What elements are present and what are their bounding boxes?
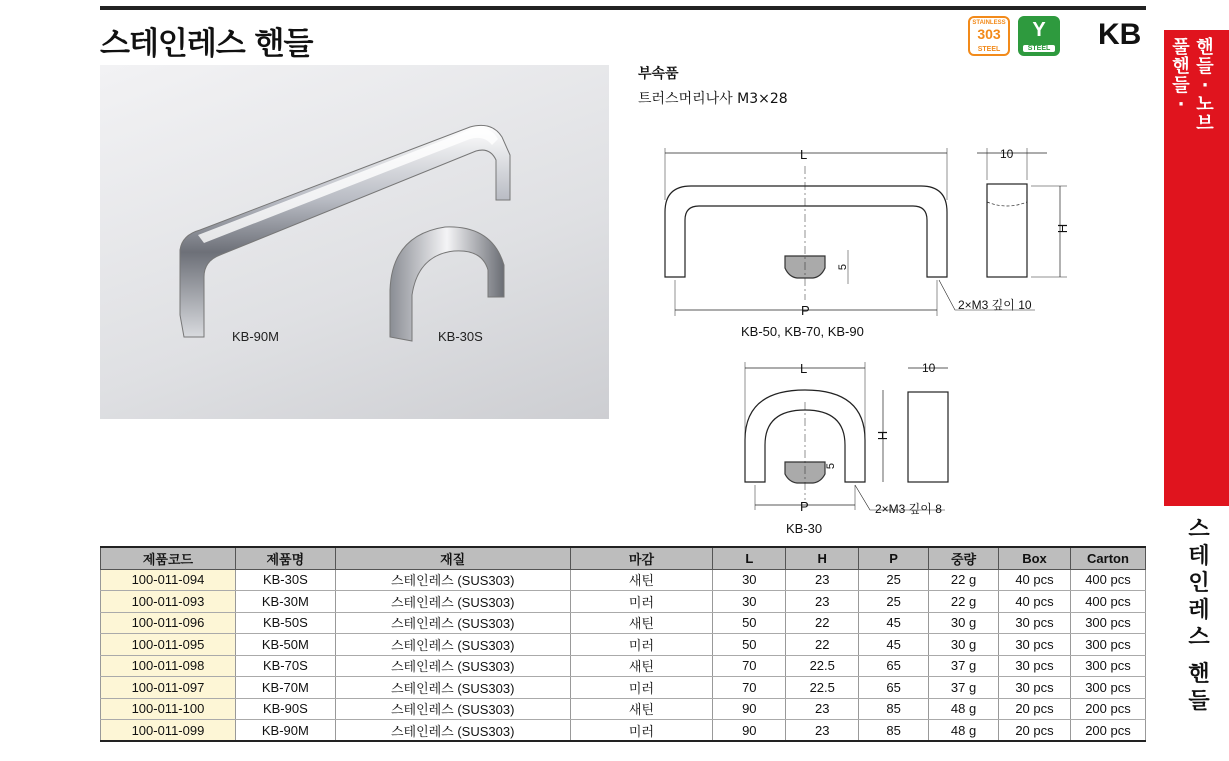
table-cell: 20 pcs [999, 720, 1071, 742]
spec-table [100, 546, 1146, 742]
table-cell: 스테인레스 (SUS303) [335, 591, 570, 613]
table-cell: 30 pcs [999, 655, 1071, 677]
steel-badge-letter: Y [1032, 19, 1046, 41]
dim-label-l-2: L [800, 361, 808, 376]
product-code-cell: 100-011-099 [101, 720, 236, 742]
product-photo [100, 65, 609, 419]
table-cell: 45 [859, 634, 929, 656]
table-cell: 200 pcs [1070, 698, 1145, 720]
sidebar-char: · [1201, 75, 1209, 96]
table-cell: 90 [713, 720, 786, 742]
column-header: 마감 [570, 547, 713, 569]
header-rule [100, 6, 1146, 10]
dim-label-10-1: 10 [1000, 147, 1014, 161]
table-row [101, 569, 1146, 591]
column-header: Box [999, 547, 1071, 569]
sidebar-char: 스 [1188, 625, 1210, 650]
table-cell: 새틴 [570, 569, 713, 591]
column-header: 중량 [929, 547, 999, 569]
sidebar-char: 인 [1188, 571, 1210, 596]
sidebar-section-title [1186, 516, 1212, 715]
table-cell: 22 [786, 634, 859, 656]
table-cell: 23 [786, 591, 859, 613]
table-cell: KB-30M [235, 591, 335, 613]
table-row [101, 677, 1146, 699]
table-cell: 미러 [570, 591, 713, 613]
sidebar-char: 핸 [1172, 56, 1190, 77]
table-cell: 70 [713, 677, 786, 699]
product-code-cell: 100-011-093 [101, 591, 236, 613]
sidebar-char: 들 [1188, 689, 1210, 714]
sidebar-char: 풀 [1172, 37, 1190, 58]
table-cell: 50 [713, 634, 786, 656]
table-cell: 300 pcs [1070, 677, 1145, 699]
column-header: 제품코드 [101, 547, 236, 569]
table-row [101, 591, 1146, 613]
table-cell: 미러 [570, 720, 713, 742]
accessories-heading: 부속품 [638, 66, 679, 82]
table-row [101, 634, 1146, 656]
drawing-caption-1: KB-50, KB-70, KB-90 [741, 324, 864, 339]
steel-badge-label: STEEL [1023, 45, 1055, 52]
table-cell: 30 [713, 591, 786, 613]
table-header-row [101, 547, 1146, 569]
accessories-text: 트러스머리나사 M3×28 [638, 91, 788, 107]
table-cell: KB-50S [235, 612, 335, 634]
table-row [101, 720, 1146, 742]
table-cell: 48 g [929, 698, 999, 720]
table-cell: 22 [786, 612, 859, 634]
badge-top-label: STAINLESS [972, 20, 1006, 26]
table-cell: 30 [713, 569, 786, 591]
dim-label-p-1: P [801, 303, 810, 318]
dim-label-h-2: H [875, 430, 891, 441]
table-cell: 새틴 [570, 655, 713, 677]
table-cell: 30 g [929, 634, 999, 656]
table-cell: 40 pcs [999, 591, 1071, 613]
table-cell: 25 [859, 569, 929, 591]
table-cell: 65 [859, 677, 929, 699]
table-cell: 300 pcs [1070, 634, 1145, 656]
table-cell: 22.5 [786, 677, 859, 699]
table-cell: 20 pcs [999, 698, 1071, 720]
table-row [101, 612, 1146, 634]
table-cell: 37 g [929, 655, 999, 677]
dim-label-5-1: 5 [837, 263, 850, 271]
stainless-303-badge [968, 16, 1010, 56]
table-cell: 85 [859, 698, 929, 720]
table-cell: 22.5 [786, 655, 859, 677]
table-cell: 40 pcs [999, 569, 1071, 591]
drawing-caption-2: KB-30 [786, 521, 823, 536]
table-cell: 85 [859, 720, 929, 742]
table-cell: 스테인레스 (SUS303) [335, 569, 570, 591]
column-header: 재질 [335, 547, 570, 569]
thread-note-2: 2×M3 깊이 8 [875, 502, 942, 516]
thread-note-1: 2×M3 깊이 10 [958, 298, 1032, 312]
table-cell: 22 g [929, 569, 999, 591]
table-cell: 45 [859, 612, 929, 634]
table-cell: 스테인레스 (SUS303) [335, 612, 570, 634]
dim-label-l-1: L [800, 147, 808, 162]
product-code-cell: 100-011-098 [101, 655, 236, 677]
sidebar-char: 핸 [1188, 662, 1210, 687]
table-cell: 25 [859, 591, 929, 613]
sidebar-char: 들 [1172, 75, 1190, 96]
table-cell: 스테인레스 (SUS303) [335, 655, 570, 677]
table-cell: 300 pcs [1070, 655, 1145, 677]
steel-badge [1018, 16, 1060, 56]
sidebar-char: 레 [1188, 598, 1210, 623]
badge-number: 303 [977, 26, 1001, 42]
sidebar-char: 노 [1196, 94, 1214, 115]
table-cell: 22 g [929, 591, 999, 613]
sidebar-char: · [1177, 94, 1185, 115]
column-header: H [786, 547, 859, 569]
page-title: 스테인레스 핸들 [100, 26, 313, 62]
sidebar-char: 스 [1188, 517, 1210, 542]
column-header: Carton [1070, 547, 1145, 569]
table-cell: 37 g [929, 677, 999, 699]
table-cell: 23 [786, 720, 859, 742]
table-cell: KB-70S [235, 655, 335, 677]
table-cell: 23 [786, 698, 859, 720]
column-header: L [713, 547, 786, 569]
dim-label-10-2: 10 [922, 361, 936, 375]
dim-label-p-2: P [800, 499, 809, 514]
table-cell: KB-30S [235, 569, 335, 591]
technical-drawings [655, 140, 1075, 535]
table-cell: KB-90S [235, 698, 335, 720]
photo-label-kb30s: KB-30S [438, 329, 483, 344]
table-cell: 400 pcs [1070, 591, 1145, 613]
table-cell: 미러 [570, 677, 713, 699]
table-cell: 새틴 [570, 698, 713, 720]
table-cell: 스테인레스 (SUS303) [335, 698, 570, 720]
sidebar-column-1 [1170, 38, 1192, 114]
column-header: P [859, 547, 929, 569]
sidebar-spacer [1186, 651, 1212, 661]
table-cell: 400 pcs [1070, 569, 1145, 591]
table-cell: 30 pcs [999, 677, 1071, 699]
product-code-cell: 100-011-095 [101, 634, 236, 656]
table-cell: 30 g [929, 612, 999, 634]
drawing-kb30 [745, 362, 948, 510]
product-code-cell: 100-011-094 [101, 569, 236, 591]
handle-illustration [100, 65, 609, 419]
sidebar-char: 브 [1196, 113, 1214, 134]
table-cell: KB-90M [235, 720, 335, 742]
table-cell: 48 g [929, 720, 999, 742]
table-cell: 스테인레스 (SUS303) [335, 634, 570, 656]
product-code-cell: 100-011-096 [101, 612, 236, 634]
table-cell: 스테인레스 (SUS303) [335, 720, 570, 742]
product-code-cell: 100-011-097 [101, 677, 236, 699]
table-cell: 30 pcs [999, 634, 1071, 656]
table-row [101, 698, 1146, 720]
sidebar-char: 들 [1196, 56, 1214, 77]
table-cell: 200 pcs [1070, 720, 1145, 742]
sidebar-char: 핸 [1196, 37, 1214, 58]
sidebar-char: 테 [1188, 544, 1210, 569]
product-code-cell: 100-011-100 [101, 698, 236, 720]
badge-bottom-label: STEEL [977, 46, 1001, 53]
table-cell: 50 [713, 612, 786, 634]
drawing-kb50-90 [665, 148, 1067, 316]
photo-label-kb90m: KB-90M [232, 329, 279, 344]
table-cell: 30 pcs [999, 612, 1071, 634]
table-cell: 300 pcs [1070, 612, 1145, 634]
table-cell: 새틴 [570, 612, 713, 634]
dim-label-5-2: 5 [825, 462, 838, 470]
table-cell: 스테인레스 (SUS303) [335, 677, 570, 699]
table-cell: KB-70M [235, 677, 335, 699]
product-series-code: KB [1098, 18, 1142, 51]
sidebar-column-2 [1194, 38, 1216, 133]
table-cell: 65 [859, 655, 929, 677]
column-header: 제품명 [235, 547, 335, 569]
table-cell: 미러 [570, 634, 713, 656]
dim-label-h-1: H [1055, 223, 1071, 234]
table-cell: 23 [786, 569, 859, 591]
table-row [101, 655, 1146, 677]
table-cell: 90 [713, 698, 786, 720]
table-cell: 70 [713, 655, 786, 677]
table-cell: KB-50M [235, 634, 335, 656]
